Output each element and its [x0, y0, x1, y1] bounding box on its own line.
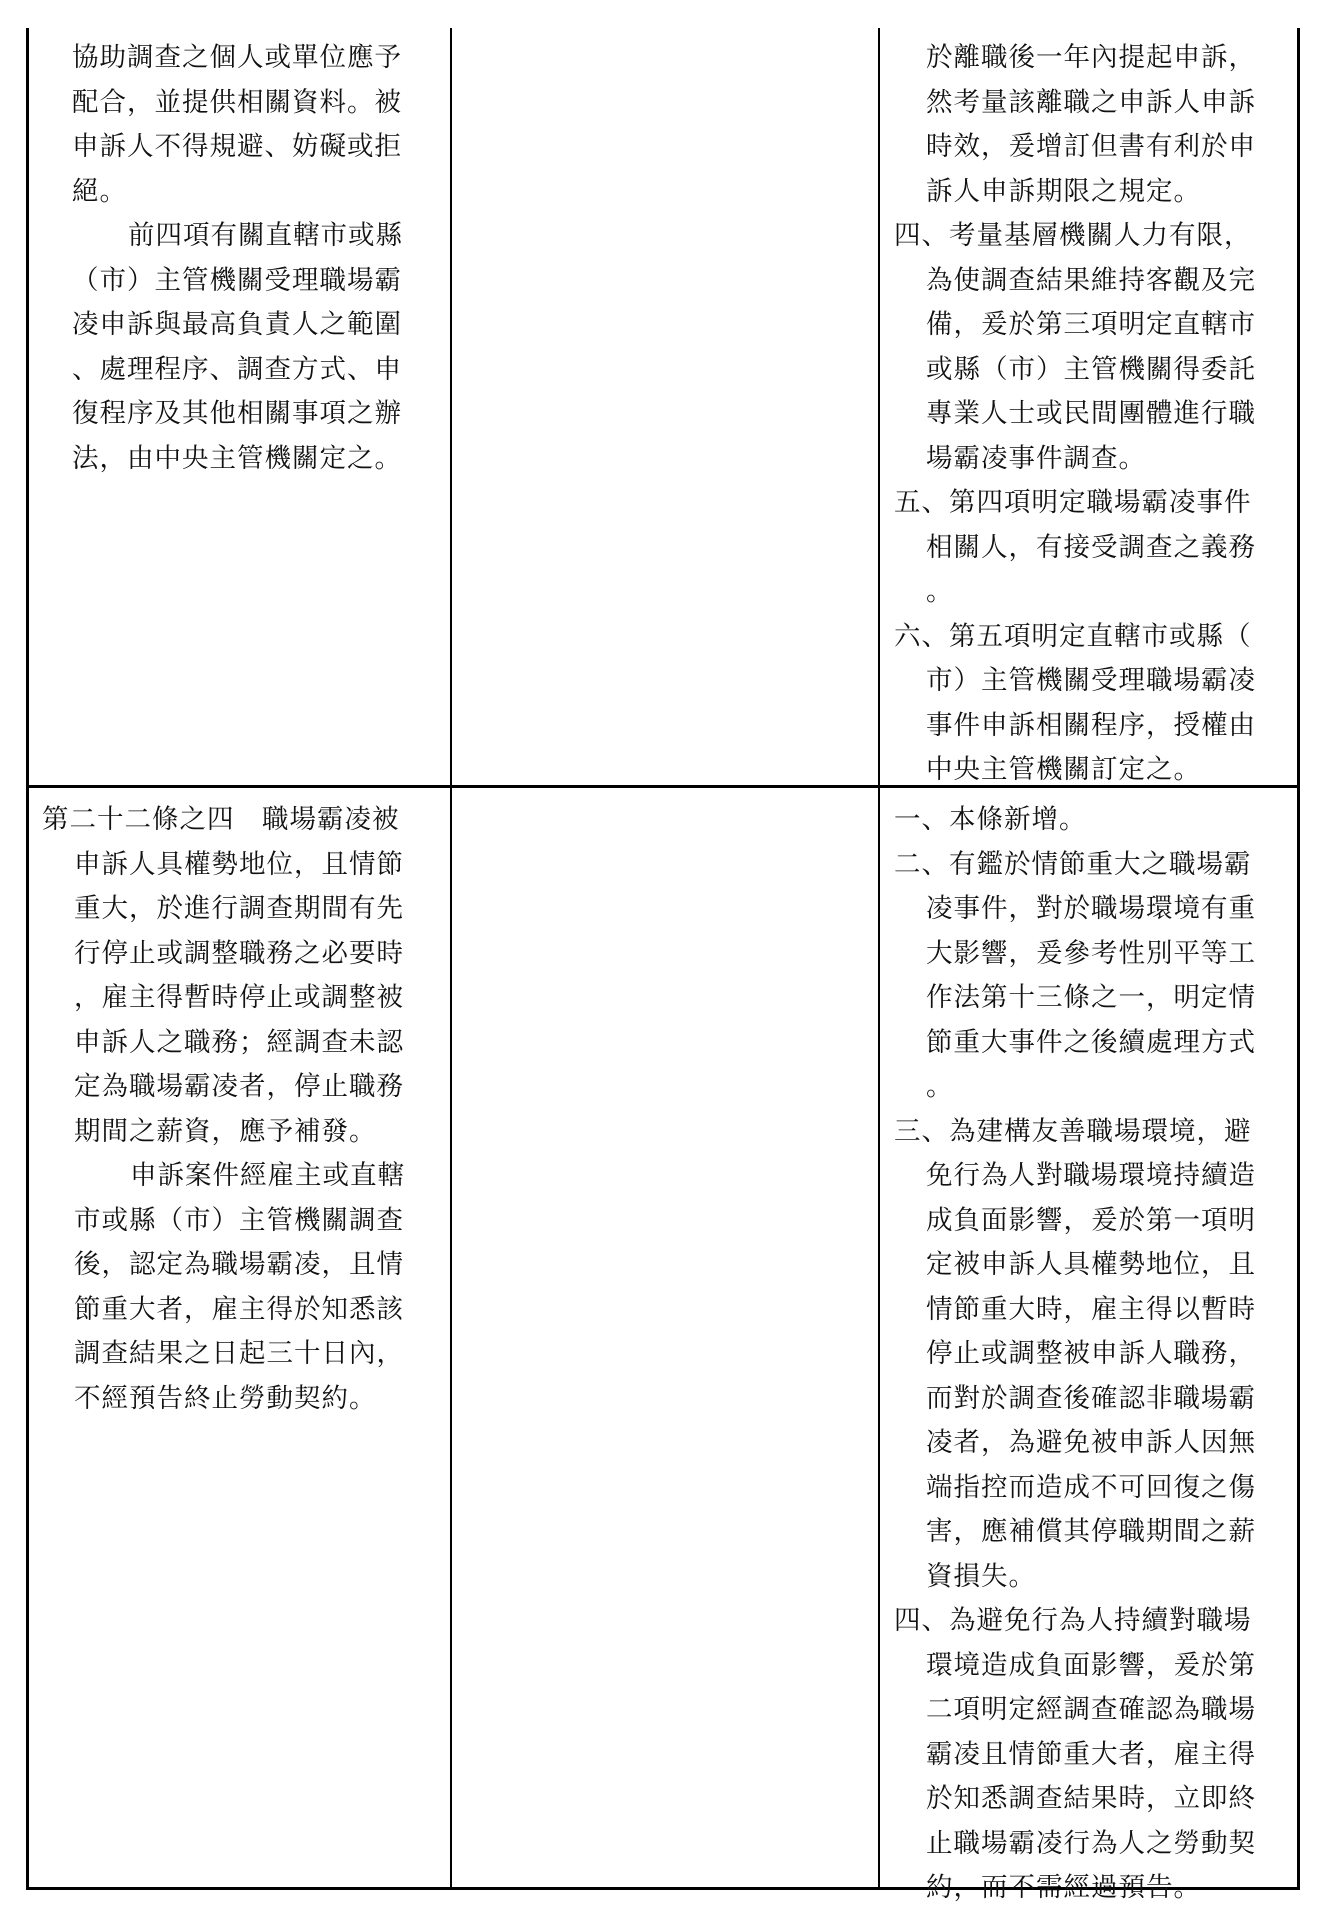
- text-line: 四、為避免行為人持續對職場: [894, 1605, 1252, 1636]
- text-line: 行停止或調整職務之必要時: [74, 937, 404, 969]
- text-line: 協助調查之個人或單位應予: [72, 42, 402, 73]
- text-line: 免行為人對職場環境持續造: [926, 1160, 1256, 1191]
- text-line: 資損失。: [926, 1560, 1036, 1592]
- text-line: 期間之薪資，應予補發。: [74, 1115, 377, 1147]
- text-line: 絕。: [72, 175, 127, 207]
- text-line: 霸凌且情節重大者，雇主得: [926, 1738, 1256, 1770]
- text-line: 或縣（市）主管機關得委託: [926, 353, 1256, 385]
- column-divider-1: [450, 28, 452, 1890]
- text-line: 節重大事件之後續處理方式: [926, 1026, 1256, 1058]
- row2-left-cell: [42, 798, 446, 1421]
- text-line: 專業人士或民間團體進行職: [926, 398, 1256, 429]
- text-line: 然考量該離職之申訴人申訴: [926, 86, 1256, 118]
- text-line: 訴人申訴期限之規定。: [926, 175, 1201, 207]
- article-heading: 第二十二條之四 職場霸凌被: [42, 804, 400, 835]
- row1-left-cell: [72, 36, 442, 481]
- row1-right-cell: [894, 36, 1294, 793]
- text-line: 配合，並提供相關資料。被: [72, 86, 402, 118]
- text-line: 事件申訴相關程序，授權由: [926, 709, 1256, 741]
- text-line: 止職場霸凌行為人之勞動契: [926, 1827, 1256, 1859]
- text-line: 一、本條新增。: [894, 804, 1087, 835]
- text-line: 定為職場霸凌者，停止職務: [74, 1071, 404, 1102]
- text-line: 申訴人之職務；經調查未認: [74, 1026, 404, 1058]
- table-border-left: [26, 28, 29, 1890]
- text-line: 三、為建構友善職場環境，避: [894, 1115, 1252, 1147]
- text-line: 中央主管機關訂定之。: [926, 754, 1201, 785]
- row2-middle-cell: [454, 790, 874, 1885]
- text-line: 復程序及其他相關事項之辦: [72, 398, 402, 429]
- text-line: 相關人，有接受調查之義務: [926, 531, 1256, 563]
- text-line: 申訴人不得規避、妨礙或拒: [72, 131, 402, 162]
- text-line: 申訴案件經雇主或直轄: [130, 1160, 405, 1191]
- text-line: 定被申訴人具權勢地位，且: [926, 1249, 1256, 1280]
- comparison-table: [26, 28, 1300, 1903]
- text-line: 於知悉調查結果時，立即終: [926, 1783, 1256, 1814]
- text-line: 市或縣（市）主管機關調查: [74, 1204, 404, 1236]
- text-line: 。: [926, 1071, 954, 1102]
- text-line: 成負面影響，爰於第一項明: [926, 1204, 1256, 1236]
- text-line: 於離職後一年內提起申訴，: [926, 42, 1256, 73]
- text-line: 害，應補償其停職期間之薪: [926, 1516, 1256, 1547]
- text-line: 不經預告終止勞動契約。: [74, 1382, 377, 1414]
- text-line: 場霸凌事件調查。: [926, 442, 1146, 474]
- text-line: 後，認定為職場霸凌，且情: [74, 1249, 404, 1280]
- text-line: 六、第五項明定直轄市或縣（: [894, 620, 1252, 652]
- text-line: 凌者，為避免被申訴人因無: [926, 1427, 1256, 1458]
- text-line: 二項明定經調查確認為職場: [926, 1694, 1256, 1725]
- text-line: 時效，爰增訂但書有利於申: [926, 131, 1256, 162]
- text-line: 而對於調查後確認非職場霸: [926, 1382, 1256, 1414]
- text-line: 情節重大時，雇主得以暫時: [926, 1293, 1256, 1325]
- text-line: 調查結果之日起三十日內，: [74, 1338, 404, 1369]
- text-line: 。: [926, 576, 954, 607]
- text-line: 約，而不需經過預告。: [926, 1872, 1201, 1903]
- text-line: 申訴人具權勢地位，且情節: [74, 848, 404, 880]
- text-line: 環境造成負面影響，爰於第: [926, 1649, 1256, 1681]
- row2-right-cell: [894, 798, 1294, 1911]
- text-line: 二、有鑑於情節重大之職場霸: [894, 848, 1252, 880]
- text-line: 大影響，爰參考性別平等工: [926, 937, 1256, 969]
- text-line: 節重大者，雇主得於知悉該: [74, 1293, 404, 1325]
- column-divider-2: [878, 28, 880, 1890]
- text-line: 備，爰於第三項明定直轄市: [926, 309, 1256, 340]
- text-line: 凌事件，對於職場環境有重: [926, 893, 1256, 924]
- table-border-right: [1297, 28, 1300, 1890]
- text-line: （市）主管機關受理職場霸: [72, 264, 402, 296]
- text-line: 、處理程序、調查方式、申: [72, 353, 402, 385]
- text-line: 作法第十三條之一，明定情: [926, 982, 1256, 1013]
- text-line: 市）主管機關受理職場霸凌: [926, 665, 1256, 696]
- text-line: 前四項有關直轄市或縣: [128, 220, 403, 251]
- text-line: ，雇主得暫時停止或調整被: [74, 982, 404, 1013]
- text-line: 停止或調整被申訴人職務，: [926, 1338, 1256, 1369]
- row1-middle-cell: [454, 36, 874, 781]
- text-line: 法，由中央主管機關定之。: [72, 442, 402, 474]
- text-line: 四、考量基層機關人力有限，: [894, 220, 1252, 251]
- text-line: 端指控而造成不可回復之傷: [926, 1471, 1256, 1503]
- text-line: 凌申訴與最高負責人之範圍: [72, 309, 402, 340]
- text-line: 五、第四項明定職場霸凌事件: [894, 487, 1252, 518]
- text-line: 重大，於進行調查期間有先: [74, 893, 404, 924]
- text-line: 為使調查結果維持客觀及完: [926, 264, 1256, 296]
